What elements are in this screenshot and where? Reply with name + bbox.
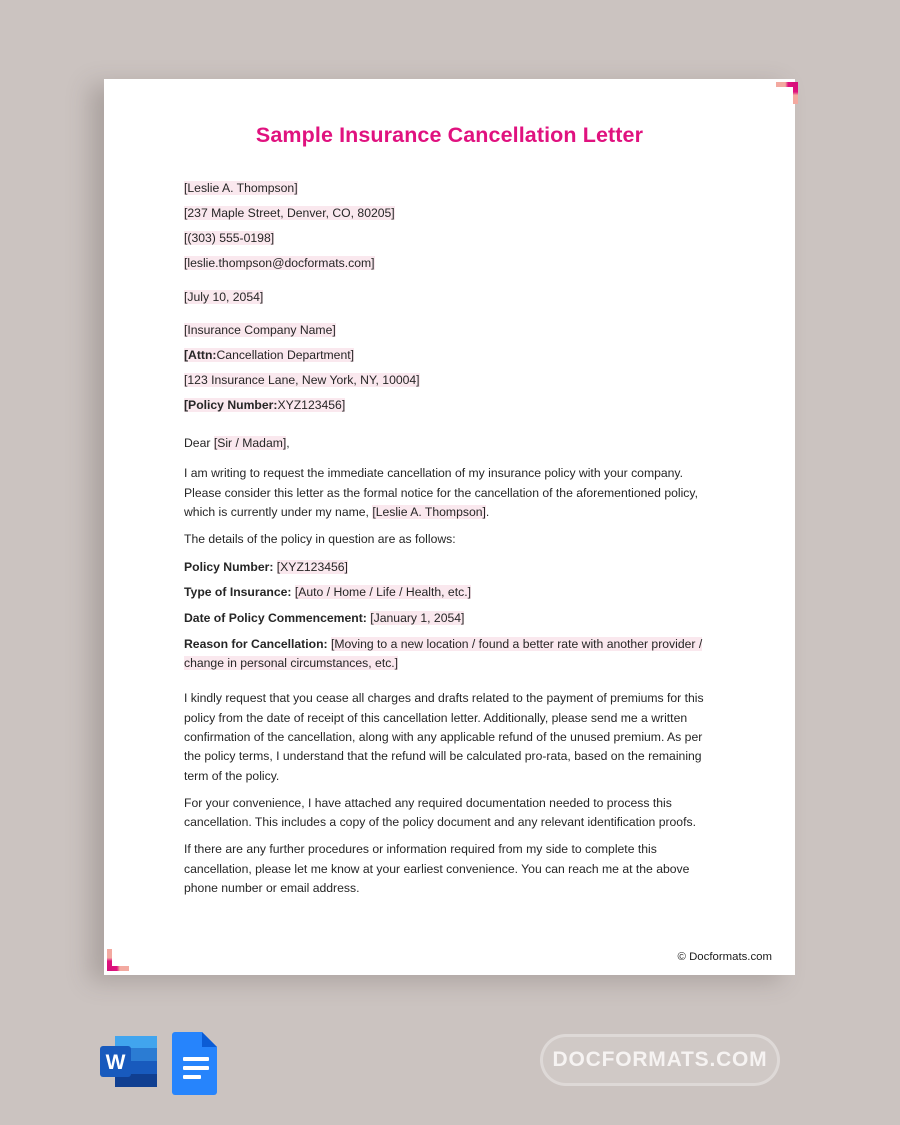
recipient-company-value: [Insurance Company Name] — [184, 323, 336, 338]
recipient-policy-number — [184, 396, 715, 415]
spacer — [184, 421, 715, 434]
body-paragraph-1-text: I am writing to request the immediate cancellation of my insurance policy with your company. Please consider this letter as the formal notice for the cancellation of the aforementioned policy, which is currently under my name, — [184, 466, 698, 519]
body-paragraph-4: For your convenience, I have attached any required documentation needed to process this cancellation. This includes a copy of the policy document and any relevant identification proofs. — [184, 795, 696, 830]
sender-email — [184, 254, 715, 273]
watermark-label: DOCFORMATS.COM — [552, 1048, 768, 1071]
recipient-attn-label: [Attn: — [184, 348, 217, 363]
svg-text:W: W — [105, 1051, 126, 1074]
recipient-attn — [184, 346, 715, 365]
recipient-company — [184, 321, 715, 340]
detail-row-type-of-insurance — [184, 583, 715, 602]
document-page — [104, 79, 795, 975]
body-paragraph-1 — [184, 464, 715, 522]
copyright-notice: © Docformats.com — [677, 951, 772, 963]
corner-bracket-top-right-icon — [776, 82, 798, 104]
body-paragraph-1-name: [Leslie A. Thompson] — [372, 504, 486, 519]
recipient-block — [184, 321, 715, 415]
recipient-policy-label: [Policy Number: — [184, 398, 278, 413]
sender-name-value: [Leslie A. Thompson] — [184, 181, 298, 195]
salutation-suffix: , — [286, 436, 290, 451]
salutation — [184, 434, 715, 453]
page-title: Sample Insurance Cancellation Letter — [255, 123, 644, 147]
detail-label: Type of Insurance: — [184, 585, 292, 600]
sender-phone — [184, 229, 715, 248]
microsoft-word-icon[interactable] — [98, 1029, 164, 1095]
detail-row-policy-number — [184, 558, 715, 577]
detail-row-commencement-date — [184, 609, 715, 628]
detail-label: Date of Policy Commencement: — [184, 611, 367, 626]
letter-date — [184, 288, 715, 307]
detail-value: [Moving to a new location / found a better rate with another provider / change in personal circumstances, etc.] — [184, 637, 703, 671]
body-paragraph-5: If there are any further procedures or information required from my side to complete this cancellation, please let me know at your earliest convenience. You can reach me at the above phone number or email address. — [184, 842, 690, 896]
watermark-badge — [540, 1034, 780, 1086]
detail-label: Policy Number: — [184, 559, 274, 574]
detail-value: [XYZ123456] — [276, 559, 348, 574]
spacer — [184, 312, 715, 321]
sender-address — [184, 204, 715, 223]
recipient-address-value: [123 Insurance Lane, New York, NY, 10004] — [184, 373, 420, 388]
format-icons — [98, 1027, 238, 1099]
sender-block — [184, 179, 715, 273]
google-docs-icon[interactable] — [168, 1029, 224, 1095]
spacer — [184, 279, 715, 288]
detail-row-reason — [184, 635, 715, 674]
body-paragraph-3: I kindly request that you cease all charges and drafts related to the payment of premiums for this policy from the date of receipt of this cancellation letter. Additionally, please send me a written confirmation of the cancellation, along with any applicable refund of the unused premium. As per the policy terms, I understand that the refund will be calculated pro-rata, based on the remaining term of the policy. — [184, 691, 704, 783]
body-paragraph-2: The details of the policy in question are as follows: — [184, 532, 456, 547]
body-paragraph-1-end: . — [485, 504, 490, 519]
sender-name — [184, 179, 715, 198]
recipient-address — [184, 371, 715, 390]
recipient-policy-value: XYZ123456] — [277, 398, 346, 413]
sender-address-value: [237 Maple Street, Denver, CO, 80205] — [184, 205, 395, 220]
detail-label: Reason for Cancellation: — [184, 637, 328, 652]
sender-phone-value: [(303) 555-0198] — [184, 230, 275, 245]
policy-details-block — [184, 558, 715, 674]
letter-date-value: [July 10, 2054] — [184, 289, 264, 304]
spacer — [184, 680, 715, 689]
detail-value: [Auto / Home / Life / Health, etc.] — [294, 585, 471, 600]
detail-value: [January 1, 2054] — [370, 611, 465, 626]
salutation-prefix: Dear — [184, 436, 214, 451]
document-body — [184, 79, 715, 906]
salutation-placeholder: [Sir / Madam] — [213, 436, 287, 451]
sender-email-value: [leslie.thompson@docformats.com] — [184, 255, 375, 270]
recipient-attn-value: Cancellation Department] — [216, 348, 355, 363]
corner-bracket-bottom-left-icon — [107, 949, 129, 971]
